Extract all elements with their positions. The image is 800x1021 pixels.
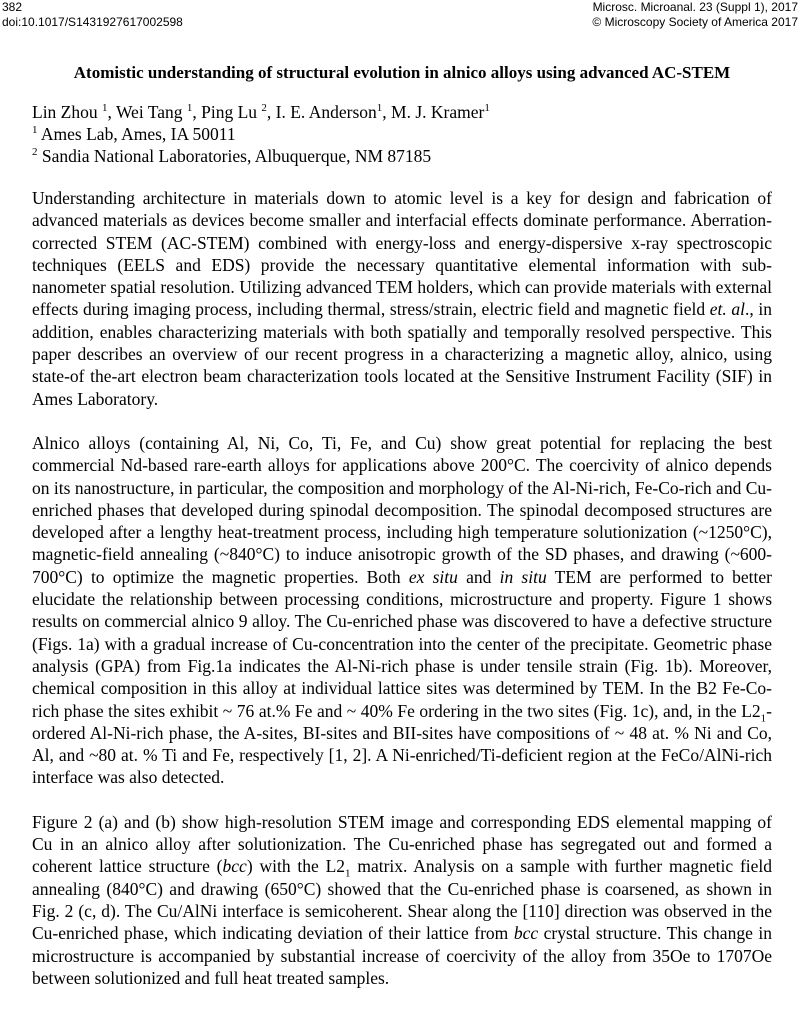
affiliation: $^2$ Sandia National Laboratories, Albuquerque, NM 87185: [32, 146, 432, 166]
author-name: Ping Lu: [201, 102, 262, 122]
copyright: © Microscopy Society of America 2017: [592, 15, 798, 29]
header-left: [2, 0, 183, 30]
paper-title: Atomistic understanding of structural evolution in alnico alloys using advanced AC-STEM: [73, 63, 731, 82]
author-name: Lin Zhou: [32, 102, 102, 122]
author-affiliation-mark: 1: [376, 102, 383, 115]
header-right: [592, 0, 798, 30]
paragraph-introduction: Understanding architecture in materials down to atomic level is a key for design and fabrication of advanced materials as devices become smaller and interfacial effects dominate performance. Aberration-corrected STEM (AC-STEM) combined with energy-loss and energy-dispersive x-ray spectroscopic techniques (EELS and EDS) provide the necessary quantitative elemental information with sub-nanometer spatial resolution. Utilizing advanced TEM holders, which can provide materials with external effects during imaging process, including thermal, stress/strain, electric field and magnetic field et. al., in addition, enables characterizing materials with both spatially and temporally resolved perspective. This paper describes an overview of our recent progress in a characterizing a magnetic alloy, alnico, using state-of the-art electron beam characterization tools located at the Sensitive Instrument Facility (SIF) in Ames Laboratory.: [32, 188, 772, 409]
doi: doi:10.1017/S1431927617002598: [2, 15, 183, 29]
author-name: Wei Tang: [115, 102, 187, 122]
author-affiliation-mark: 1: [186, 102, 193, 115]
author-affiliation-mark: 1: [102, 102, 108, 115]
paper-body: [32, 62, 772, 989]
author-list: Lin Zhou $^1$, Wei Tang $^1$, Ping Lu $^2$, I. E. Anderson$^1$, M. J. Kramer$^1$: [32, 102, 490, 122]
page-number: 382: [2, 0, 23, 14]
author-name: I. E. Anderson: [275, 102, 377, 122]
author-affiliation-mark: 2: [261, 102, 267, 115]
journal-citation: Microsc. Microanal. 23 (Suppl 1), 2017: [592, 0, 798, 14]
paragraph-figure-2: Figure 2 (a) and (b) show high-resolution STEM image and corresponding EDS elemental mapping of Cu in an alnico alloy after solutionization. The Cu-enriched phase has segregated out and formed a coherent lattice structure (bcc) with the $L2_1$ matrix. Analysis on a sample with further magnetic field annealing (840°C) and drawing (650°C) showed that the Cu-enriched phase is coarsened, as shown in Fig. 2 (c, d). The Cu/AlNi interface is semicoherent. Shear along the [110] direction was observed in the Cu-enriched phase, which indicating deviation of their lattice from bcc crystal structure. This change in microstructure is accompanied by substantial increase of coercivity of the alloy from 35Oe to 1707Oe between solutionized and full heat treated samples.: [32, 811, 773, 988]
author-name: M. J. Kramer: [391, 102, 485, 122]
affiliation: $^1$ Ames Lab, Ames, IA 50011: [32, 124, 236, 144]
paragraph-alnico-alloys: Alnico alloys (containing Al, Ni, Co, Ti, Fe, and Cu) show great potential for replacing the best commercial Nd-based rare-earth alloys for applications above 200°C. The coercivity of alnico depends on its nanostructure, in particular, the composition and morphology of the Al-Ni-rich, Fe-Co-rich and Cu-enriched phases that developed during spinodal decomposition. The spinodal decomposed structures are developed after a lengthy heat-treatment process, including high temperature solutionization (~1250°C), magnetic-field annealing (~840°C) to induce anisotropic growth of the SD phases, and drawing (~600-700°C) to optimize the magnetic properties. Both ex situ and in situ TEM are performed to better elucidate the relationship between processing conditions, microstructure and property. Figure 1 shows results on commercial alnico 9 alloy. The Cu-enriched phase was discovered to have a defective structure (Figs. 1a) with a gradual increase of Cu-concentration into the center of the precipitate. Geometric phase analysis (GPA) from Fig.1a indicates the Al-Ni-rich phase is under tensile strain (Fig. 1b). Moreover, chemical composition in this alloy at individual lattice sites was determined by TEM. In the B2 Fe-Co-rich phase the sites exhibit ~ 76 at.% Fe and ~ 40% Fe ordering in the two sites (Fig. 1c), and, in the $L2_1$-ordered Al-Ni-rich phase, the A-sites, BI-sites and BII-sites have compositions of ~ 48 at. % Ni and Co, Al, and ~80 at. % Ti and Fe, respectively [1, 2]. A Ni-enriched/Ti-deficient region at the FeCo/AlNi-rich interface was also detected.: [32, 432, 772, 788]
author-affiliation-mark: 1: [484, 102, 490, 115]
